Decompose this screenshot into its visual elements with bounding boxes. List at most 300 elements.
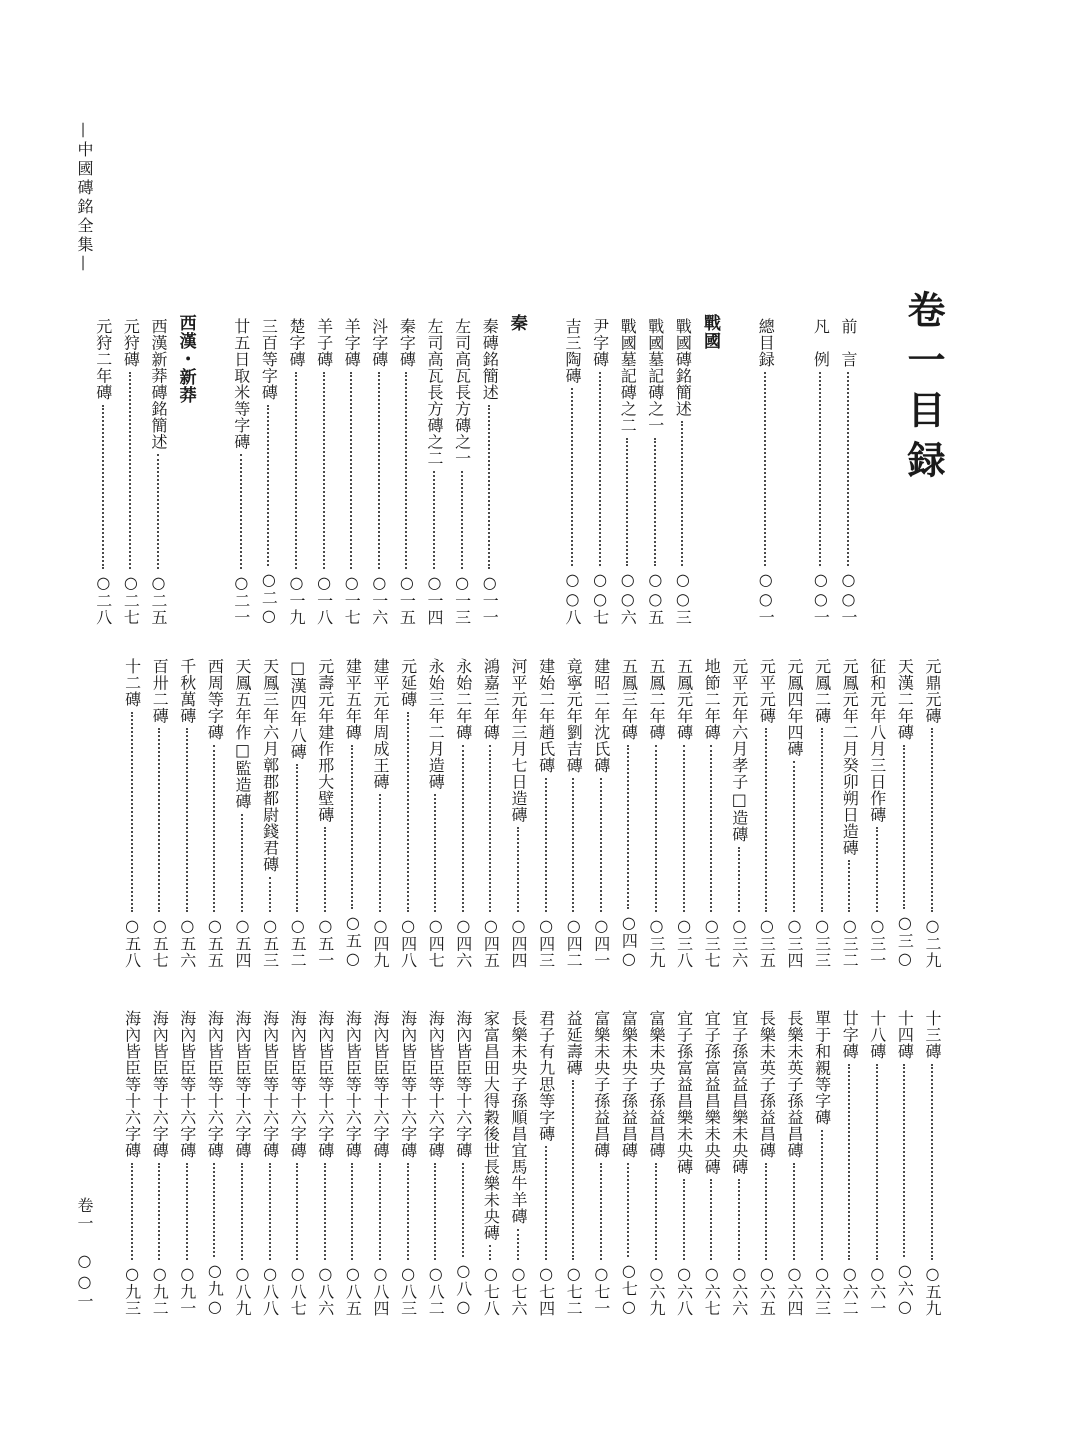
toc-entry-page: ○一五 <box>397 572 417 625</box>
toc-entry-page: ○六六 <box>729 1263 749 1316</box>
toc-entry-title: 十三磚 <box>923 1010 942 1060</box>
toc-dot-leader <box>600 778 602 912</box>
toc-entry <box>448 318 476 625</box>
toc-dot-leader <box>627 745 629 909</box>
toc-entry-title: 元鳳四年四磚 <box>785 658 804 757</box>
toc-entry-title: 長樂未英子孫益昌磚 <box>785 1010 804 1159</box>
toc-entry <box>311 1010 339 1316</box>
toc-entry <box>670 1010 698 1316</box>
toc-dot-leader <box>738 1179 740 1260</box>
toc-entry-title: 宜子孫富益昌樂未央磚 <box>674 1010 694 1175</box>
toc-dot-leader <box>793 761 795 912</box>
toc-entry <box>806 318 834 625</box>
toc-dot-leader <box>267 405 269 566</box>
toc-entry <box>144 318 172 625</box>
toc-entry <box>254 318 282 625</box>
toc-entry-title: 吉三陶磚 <box>563 318 582 384</box>
toc-dot-leader <box>462 1163 464 1257</box>
toc-entry <box>476 658 504 968</box>
toc-entry <box>697 1010 725 1316</box>
toc-entry-title: 海內皆臣等十六字磚 <box>150 1010 170 1159</box>
toc-entry-title: 建平五年磚 <box>343 658 363 741</box>
running-title-text: 中國磚銘全集 <box>75 141 94 255</box>
toc-dot-leader <box>764 372 766 566</box>
toc-entry-page: ○九三 <box>122 1263 142 1316</box>
toc-dot-leader <box>157 454 159 569</box>
toc-dot-leader <box>434 1163 436 1260</box>
toc-entry-title: 十二磚 <box>122 658 142 708</box>
toc-entry-title: 西漢新莽磚銘簡述 <box>149 318 168 450</box>
toc-entry <box>145 658 173 968</box>
toc-dot-leader <box>213 1163 215 1257</box>
toc-dot-leader <box>931 1064 933 1260</box>
toc-entry-page: ○三三 <box>812 915 832 968</box>
toc-entry <box>780 658 808 968</box>
toc-entry-page: ○五二 <box>288 915 308 968</box>
toc-entry-title: 元壽元年建作邢大壁磚 <box>315 658 335 823</box>
toc-entry <box>532 658 560 968</box>
toc-dot-leader <box>461 471 463 569</box>
toc-dot-leader <box>571 388 573 566</box>
toc-entry <box>256 658 284 968</box>
toc-entry-page: ○四八 <box>398 915 418 968</box>
toc-entry <box>725 1010 753 1316</box>
toc-entry <box>118 1010 146 1316</box>
toc-entry-page: ○九○ <box>205 1260 225 1316</box>
toc-dot-leader <box>131 1163 133 1260</box>
toc-entry <box>835 1010 863 1316</box>
toc-dot-leader <box>572 1080 574 1260</box>
toc-entry-title: 五鳳元年磚 <box>674 658 694 741</box>
toc-entry-title: 五鳳三年磚 <box>619 658 639 741</box>
toc-entry-page: ○六八 <box>674 1263 694 1316</box>
toc-entry-title: 元鼎元磚 <box>923 658 942 724</box>
toc-entry-page: ○六七 <box>702 1263 722 1316</box>
toc-dot-leader <box>627 1163 629 1257</box>
toc-dot-leader <box>407 1163 409 1260</box>
toc-entry-title: 前 言 <box>839 318 858 368</box>
toc-entry-page: ○○一 <box>811 569 831 625</box>
toc-entry <box>476 1010 504 1316</box>
toc-dot-leader <box>738 847 740 912</box>
toc-entry-page: ○八三 <box>398 1263 418 1316</box>
toc-entry-title: 左司高瓦長方磚之一 <box>452 318 472 467</box>
toc-entry-page: ○三九 <box>647 915 666 968</box>
toc-entry-page: ○八五 <box>343 1263 363 1316</box>
toc-entry-page: ○一六 <box>369 572 389 625</box>
toc-entry-title: 尹字磚 <box>590 318 610 368</box>
toc-dot-leader <box>599 372 601 566</box>
toc-dot-leader <box>296 1163 298 1260</box>
toc-dot-leader <box>710 745 712 912</box>
toc-dot-leader <box>186 1163 188 1260</box>
toc-entry-page: ○五五 <box>205 915 225 968</box>
toc-entry <box>311 658 339 968</box>
toc-entry <box>394 658 422 968</box>
toc-dot-leader <box>654 438 656 566</box>
toc-entry-title: 長樂未英子孫益昌磚 <box>757 1010 777 1159</box>
toc-entry <box>116 318 144 625</box>
toc-entry <box>366 658 394 968</box>
toc-entry-page: ○四二 <box>564 915 584 968</box>
toc-entry <box>613 318 641 625</box>
toc-entry-title: 戰國墓記磚之二 <box>618 318 638 434</box>
toc-dot-leader <box>131 712 133 912</box>
toc-entry-title: 百卅二磚 <box>150 658 170 724</box>
toc-entry-page: ○三七 <box>702 915 722 968</box>
toc-entry <box>227 318 255 625</box>
toc-entry-page: ○五六 <box>177 915 197 968</box>
toc-entry-page: ○八七 <box>288 1263 308 1316</box>
toc-entry-page: ○三四 <box>785 915 804 968</box>
toc-entry <box>173 1010 201 1316</box>
toc-entry-title: □漢四年八磚 <box>288 658 308 760</box>
toc-entry-title: 永始二年磚 <box>453 658 473 741</box>
toc-entry <box>200 1010 228 1316</box>
toc-dot-leader <box>158 728 160 912</box>
toc-entry-title: 㳆字磚 <box>369 318 389 368</box>
toc-entry <box>89 318 117 625</box>
toc-entry <box>283 658 311 968</box>
toc-entry <box>282 318 310 625</box>
toc-dot-leader <box>489 745 491 912</box>
toc-entry <box>421 1010 449 1316</box>
toc-entry-title: 元延磚 <box>398 658 418 708</box>
toc-entry-page: ○○三 <box>673 569 693 625</box>
toc-entry-title: 元狩二年磚 <box>93 318 113 401</box>
toc-entry <box>834 318 862 625</box>
toc-entry-title: 秦字磚 <box>397 318 417 368</box>
toc-entry-page: ○四四 <box>509 915 528 968</box>
toc-dot-leader <box>240 454 242 569</box>
toc-entry-title: 羊子磚 <box>314 318 334 368</box>
toc-entry-page: ○六二 <box>840 1263 860 1316</box>
toc-dot-leader <box>489 1245 491 1260</box>
toc-entry-page: ○○八 <box>563 569 582 625</box>
toc-entry-title: 廿字磚 <box>840 1010 860 1060</box>
toc-entry-page: ○四一 <box>591 915 611 968</box>
toc-dot-leader <box>847 372 849 566</box>
toc-entry-page: ○九二 <box>150 1263 170 1316</box>
toc-dot-leader <box>517 1229 519 1260</box>
toc-entry-page: ○三六 <box>729 915 749 968</box>
toc-entry <box>420 318 448 625</box>
toc-entry <box>228 1010 256 1316</box>
toc-entry-title: 家富昌田大得穀後世長樂未央磚 <box>481 1010 501 1241</box>
running-book-title <box>76 122 92 274</box>
toc-entry-page: ○八○ <box>453 1260 473 1316</box>
toc-entry-title: 富樂未央子孫益昌磚 <box>647 1010 666 1159</box>
toc-dot-leader <box>710 1179 712 1260</box>
toc-dot-leader <box>903 745 905 909</box>
toc-entry-page: ○七八 <box>481 1263 501 1316</box>
toc-entry-title: 元平元年六月孝子□造磚 <box>729 658 749 843</box>
toc-entry-page: ○○六 <box>618 569 638 625</box>
toc-entry-page: ○六一 <box>867 1263 887 1316</box>
toc-entry-title: 元平元磚 <box>757 658 777 724</box>
toc-entry-page: ○六九 <box>647 1263 666 1316</box>
toc-entry <box>586 318 614 625</box>
toc-dot-leader <box>462 745 464 912</box>
toc-entry-page: ○一三 <box>452 572 472 625</box>
toc-entry <box>421 658 449 968</box>
toc-entry-page: ○五一 <box>315 915 335 968</box>
toc-dot-leader <box>213 745 215 912</box>
toc-entry-page: ○七○ <box>619 1260 639 1316</box>
toc-dot-leader <box>793 1163 795 1260</box>
toc-entry-title: 左司高瓦長方磚之二 <box>425 318 444 467</box>
toc-entry <box>642 658 670 968</box>
toc-dot-leader <box>241 1163 243 1260</box>
toc-entry <box>918 1010 946 1316</box>
toc-entry <box>697 658 725 968</box>
toc-entry <box>504 1010 532 1316</box>
toc-entry-page: ○四○ <box>619 912 639 968</box>
toc-entry-page: ○三○ <box>895 912 915 968</box>
toc-entry-title: 海內皆臣等十六字磚 <box>453 1010 473 1159</box>
toc-entry <box>504 658 532 968</box>
running-title-dash-top: — <box>75 122 94 141</box>
toc-entry-page: ○七一 <box>591 1263 611 1316</box>
toc-entry <box>835 658 863 968</box>
toc-entry <box>558 318 586 625</box>
toc-entry-page: ○二九 <box>923 915 942 968</box>
toc-entry-page: ○五七 <box>150 915 170 968</box>
toc-entry <box>863 1010 891 1316</box>
toc-dot-leader <box>323 372 325 569</box>
toc-dot-leader <box>903 1064 905 1257</box>
toc-entry-page: ○三二 <box>840 915 860 968</box>
toc-entry-title: 海內皆臣等十六字磚 <box>371 1010 390 1159</box>
toc-dot-leader <box>819 372 821 566</box>
toc-entry-title: 海內皆臣等十六字磚 <box>233 1010 252 1159</box>
toc-dot-leader <box>129 372 131 569</box>
toc-entry-title: 宜子孫富益昌樂未央磚 <box>702 1010 722 1175</box>
toc-dot-leader <box>102 405 104 569</box>
toc-entry-page: ○八八 <box>260 1263 280 1316</box>
toc-entry-title: 鴻嘉三年磚 <box>481 658 501 741</box>
toc-entry <box>145 1010 173 1316</box>
toc-entry-title: 海內皆臣等十六字磚 <box>205 1010 225 1159</box>
toc-entry <box>449 1010 477 1316</box>
toc-entry-page: ○一四 <box>425 572 444 625</box>
toc-entry <box>228 658 256 968</box>
toc-dot-leader <box>351 745 353 909</box>
toc-entry-title: 征和元年八月三日作磚 <box>867 658 887 823</box>
toc-entry-page: ○五四 <box>233 915 252 968</box>
toc-entry <box>366 1010 394 1316</box>
toc-entry-title: 元鳳二磚 <box>812 658 832 724</box>
toc-entry-title: 千秋萬磚 <box>177 658 197 724</box>
toc-entry-title: 總目録 <box>756 318 776 368</box>
toc-entry <box>200 658 228 968</box>
toc-entry-page: ○四九 <box>371 915 390 968</box>
toc-dot-leader <box>350 372 352 569</box>
toc-entry-title: 富樂未央子孫益昌磚 <box>591 1010 611 1159</box>
toc-dot-leader <box>269 1163 271 1260</box>
toc-entry <box>670 658 698 968</box>
toc-entry <box>752 1010 780 1316</box>
toc-entry <box>559 1010 587 1316</box>
toc-dot-leader <box>433 471 435 569</box>
toc-entry-page: ○八九 <box>233 1263 252 1316</box>
toc-entry-page: ○二五 <box>149 572 168 625</box>
toc-entry-title: 單于和親等字磚 <box>812 1010 832 1126</box>
toc-entry-title: 富樂未央子孫益昌磚 <box>619 1010 639 1159</box>
toc-entry <box>283 1010 311 1316</box>
toc-entry-page: ○一七 <box>342 572 362 625</box>
toc-dot-leader <box>295 372 297 569</box>
toc-entry-title: 海內皆臣等十六字磚 <box>288 1010 308 1159</box>
toc-dot-leader <box>241 814 243 912</box>
toc-section-heading: 秦 <box>506 314 527 332</box>
toc-entry <box>614 1010 642 1316</box>
toc-entry-page: ○五三 <box>260 915 280 968</box>
toc-entry-page: ○七四 <box>536 1263 556 1316</box>
toc-entry-title: 西周等字磚 <box>205 658 225 741</box>
running-title-dash-bottom: — <box>75 255 94 274</box>
toc-entry <box>256 1010 284 1316</box>
toc-dot-leader <box>158 1163 160 1260</box>
toc-dot-leader <box>821 728 823 912</box>
toc-entry-page: ○三八 <box>674 915 694 968</box>
toc-entry-page: ○七二 <box>564 1263 584 1316</box>
toc-entry-title: 天鳳三年六月鄣郡都尉錢君磚 <box>260 658 280 873</box>
toc-entry-page: ○四六 <box>453 915 473 968</box>
toc-entry-title: 秦磚銘簡述 <box>480 318 500 401</box>
toc-entry-title: 凡 例 <box>811 318 831 368</box>
toc-entry <box>668 318 696 625</box>
toc-dot-leader <box>545 778 547 912</box>
toc-dot-leader <box>545 1146 547 1260</box>
toc-dot-leader <box>186 728 188 912</box>
toc-entry <box>532 1010 560 1316</box>
toc-entry-page: ○一八 <box>314 572 334 625</box>
toc-entry-page: ○七六 <box>509 1263 528 1316</box>
toc-entry-title: 竟寧元年劉吉磚 <box>564 658 584 774</box>
toc-entry-title: 十四磚 <box>895 1010 915 1060</box>
toc-entry-page: ○四三 <box>536 915 556 968</box>
toc-dot-leader <box>931 728 933 912</box>
toc-entry-title: 十八磚 <box>867 1010 887 1060</box>
toc-entry <box>890 1010 918 1316</box>
toc-entry-page: ○○一 <box>839 569 858 625</box>
toc-entry-title: 天漢二年磚 <box>895 658 915 741</box>
toc-dot-leader <box>488 405 490 569</box>
toc-entry-title: 益延壽磚 <box>564 1010 584 1076</box>
toc-entry-page: ○五八 <box>122 915 142 968</box>
toc-entry <box>173 658 201 968</box>
toc-entry-page: ○二七 <box>121 572 141 625</box>
toc-entry-title: 天鳳五年作□監造磚 <box>233 658 252 810</box>
toc-dot-leader <box>269 877 271 912</box>
toc-entry <box>365 318 393 625</box>
toc-entry-title: 海內皆臣等十六字磚 <box>426 1010 446 1159</box>
toc-entry-title: 羊字磚 <box>342 318 362 368</box>
toc-entry-title: 戰國磚銘簡述 <box>673 318 693 417</box>
toc-entry <box>780 1010 808 1316</box>
toc-dot-leader <box>405 372 407 569</box>
toc-entry <box>614 658 642 968</box>
toc-entry-page: ○○一 <box>756 569 776 625</box>
toc-entry <box>587 658 615 968</box>
toc-entry-page: ○三五 <box>757 915 777 968</box>
toc-entry-title: 元鳳元年二月癸卯朔日造磚 <box>840 658 860 856</box>
toc-entry <box>394 1010 422 1316</box>
toc-entry-title: 河平元年三月七日造磚 <box>509 658 528 823</box>
toc-dot-leader <box>378 372 380 569</box>
toc-entry-title: 海內皆臣等十六字磚 <box>260 1010 280 1159</box>
toc-dot-leader <box>324 1163 326 1260</box>
toc-entry-page: ○六四 <box>785 1263 804 1316</box>
toc-entry-title: 建平元年周成王磚 <box>371 658 390 790</box>
toc-entry-title: 三百等字磚 <box>259 318 279 401</box>
toc-entry-page: ○六三 <box>812 1263 832 1316</box>
toc-entry <box>641 318 669 625</box>
toc-entry-title: 建始二年趙氏磚 <box>536 658 556 774</box>
toc-entry <box>587 1010 615 1316</box>
toc-dot-leader <box>848 860 850 912</box>
toc-entry-title: 海內皆臣等十六字磚 <box>177 1010 197 1159</box>
toc-entry-title: 海內皆臣等十六字磚 <box>315 1010 335 1159</box>
toc-entry <box>751 318 779 625</box>
toc-dot-leader <box>876 827 878 912</box>
toc-entry-title: 海內皆臣等十六字磚 <box>122 1010 142 1159</box>
toc-entry-page: ○三一 <box>867 915 887 968</box>
toc-entry-page: ○○五 <box>645 569 665 625</box>
toc-dot-leader <box>407 712 409 912</box>
toc-entry-title: 海內皆臣等十六字磚 <box>343 1010 363 1159</box>
toc-dot-leader <box>655 745 657 912</box>
toc-dot-leader <box>296 764 298 912</box>
toc-heading: 卷一目録 <box>901 290 946 490</box>
toc-section-heading: 西漢・新莽 <box>175 314 196 404</box>
toc-dot-leader <box>626 438 628 566</box>
toc-entry-title: 君子有九思等字磚 <box>536 1010 556 1142</box>
toc-entry <box>642 1010 670 1316</box>
toc-entry-page: ○一一 <box>480 572 500 625</box>
toc-entry-page: ○八二 <box>426 1263 446 1316</box>
toc-entry <box>752 658 780 968</box>
toc-entry <box>808 658 836 968</box>
toc-entry <box>808 1010 836 1316</box>
toc-entry-page: ○四五 <box>481 915 501 968</box>
toc-entry-title: 海內皆臣等十六字磚 <box>398 1010 418 1159</box>
toc-dot-leader <box>434 794 436 912</box>
toc-entry <box>338 658 366 968</box>
toc-entry <box>918 658 946 968</box>
toc-entry <box>725 658 753 968</box>
toc-entry-title: 戰國墓記磚之一 <box>645 318 665 434</box>
toc-entry-page: ○五○ <box>343 912 363 968</box>
toc-entry-page: ○六五 <box>757 1263 777 1316</box>
toc-entry-page: ○○七 <box>590 569 610 625</box>
toc-entry <box>890 658 918 968</box>
toc-entry <box>475 318 503 625</box>
toc-entry-title: 建昭二年沈氏磚 <box>591 658 611 774</box>
toc-dot-leader <box>681 421 683 566</box>
toc-entry <box>337 318 365 625</box>
toc-entry-page: ○二八 <box>93 572 113 625</box>
running-folio: 卷一 ○○一 <box>75 1197 94 1311</box>
toc-dot-leader <box>876 1064 878 1260</box>
toc-dot-leader <box>821 1130 823 1260</box>
toc-dot-leader <box>765 728 767 912</box>
toc-entry-page: ○八四 <box>371 1263 390 1316</box>
toc-entry-title: 廿五日取米等字磚 <box>231 318 251 450</box>
toc-entry-page: ○五九 <box>923 1263 942 1316</box>
toc-entry-title: 長樂未央子孫順昌宜馬牛羊磚 <box>509 1010 528 1225</box>
